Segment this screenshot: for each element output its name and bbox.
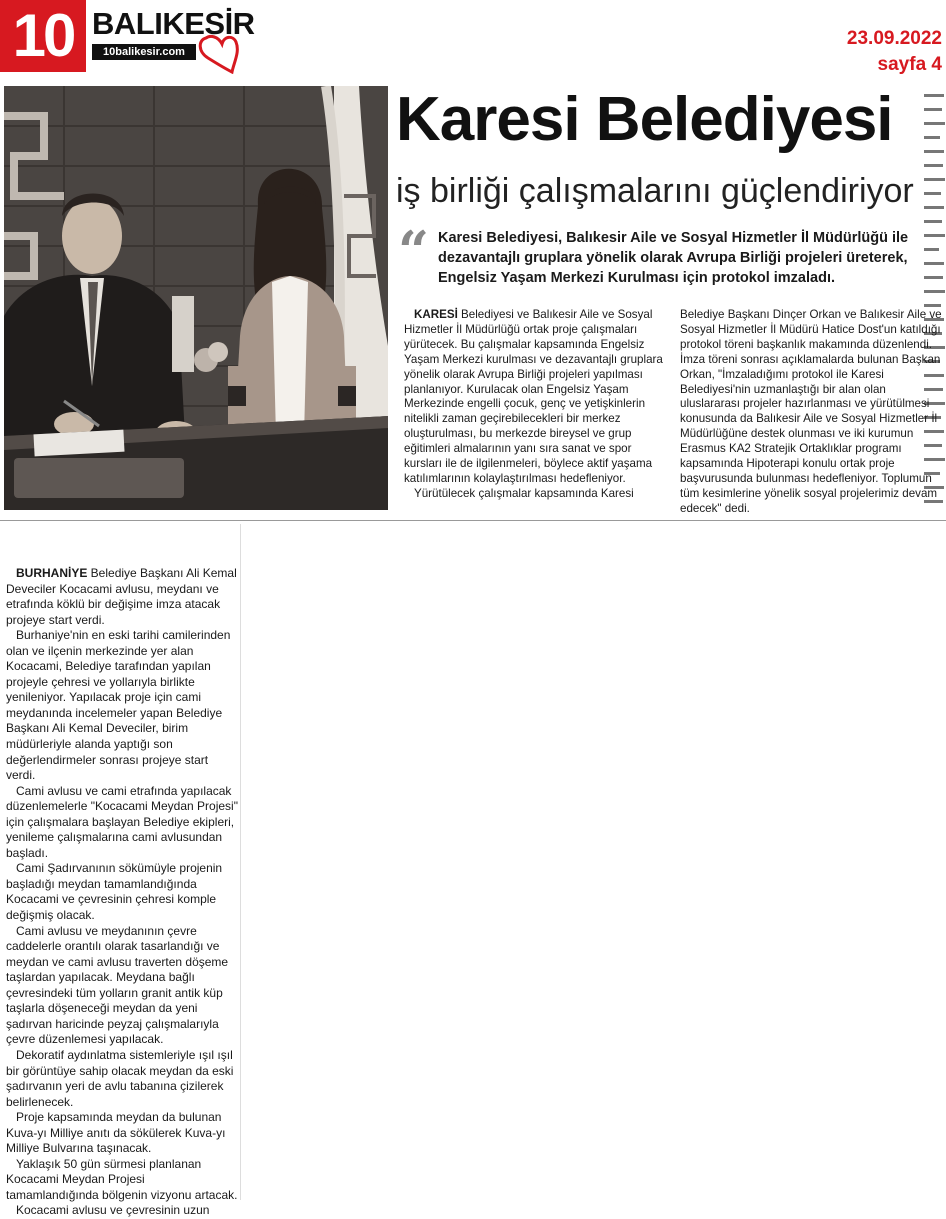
paragraph: Kocacami avlusu ve çevresinin uzun <box>16 1203 210 1218</box>
logo-city: BALIKESİR <box>92 6 255 41</box>
paragraph-text: Belediye Başkanı Ali Kemal Deveciler Kocacami avlusu, meydanı ve etrafında köklü bir değişime imza atacak projeye start verdi. <box>6 566 237 627</box>
article-photo <box>4 86 388 510</box>
logo-url: 10balikesir.com <box>92 44 196 60</box>
page-number: sayfa 4 <box>877 54 942 75</box>
paragraph: Proje kapsamında meydan da bulunan Kuva-yı Milliye anıtı da sökülerek Kuva-yı Milliye Bulvarına taşınacak. <box>6 1110 226 1156</box>
heart-icon <box>196 30 242 74</box>
paragraph <box>404 308 666 487</box>
paragraph: Yürütülecek çalışmalar kapsamında Karesi <box>414 486 634 500</box>
subheadline: iş birliği çalışmalarını güçlendiriyor <box>396 172 914 210</box>
article-column-1 <box>404 308 666 502</box>
dateline: BURHANİYE <box>16 566 88 580</box>
paragraph: Cami avlusu ve cami etrafında yapılacak düzenlemelerle "Kocacami Meydan Projesi" için çalışmalara başlayan Belediye ekipleri, yenileme çalışmalarına cami avlusundan başladı. <box>6 783 238 860</box>
lead-paragraph: Karesi Belediyesi, Balıkesir Aile ve Sosyal Hizmetler İl Müdürlüğü ile dezavantajlı gruplara yönelik olarak Avrupa Birliği projeleri üreterek, Engelsiz Yaşam Merkezi Kurulması için protokol imzaladı. <box>438 230 909 286</box>
paragraph: Burhaniye'nin en eski tarihi camilerinden olan ve ilçenin merkezinde yer alan Kocacami, Belediye tarafından yapılan projeyle çehresi ve yollarıyla birlikte yenileniyor. Yapılacak proje için cami meydanında incelemeler yapan Belediye Başkanı Ali Kemal Deveciler, birim müdürleriyle alanda yaptığı son değerlendirmeler sonrası projeye start verdi. <box>6 628 231 783</box>
paragraph: Dekoratif aydınlatma sistemleriyle ışıl ışıl bir görüntüye sahip olacak meydan da eski şadırvanın yeri de avlu tabanına çizilerek belirlenecek. <box>6 1047 234 1109</box>
paragraph: Cami Şadırvanının sökümüyle projenin başladığı meydan tamamlandığında Kocacami ve çevresinin çehresi komple değişmiş olacak. <box>6 861 223 923</box>
logo-number: 10 <box>0 0 86 72</box>
paragraph: Yaklaşık 50 gün sürmesi planlanan Kocacami Meydan Projesi tamamlandığında bölgenin vizyonu artacak. <box>6 1156 238 1202</box>
side-article-column <box>6 566 238 1219</box>
article-column-2 <box>680 308 942 517</box>
photo-illustration <box>4 86 388 510</box>
paragraph: Cami avlusu ve meydanının çevre caddelerle orantılı olarak tasarlandığı ve meydan ve cami avlusu traverten döşeme taşlardan yapılacak. Meydana bağlı çevresindeki tüm yolların granit antik küp taşlarla döşeneceği meydan da yeni şadırvan haricinde peyzaj çalışmalarıyla çevre düzenlemesi yapılacak. <box>6 923 229 1047</box>
quote-icon: “ <box>398 219 430 283</box>
paragraph-text: Belediyesi ve Balıkesir Aile ve Sosyal Hizmetler İl Müdürlüğü ortak proje çalışmaları yürütecek. Bu çalışmalar kapsamında Engelsiz Yaşam Merkezi kurulması ve dezavantajlı gruplara yönelik olarak Avrupa Birliği projeleri yapılması planlanıyor. Kurulacak olan Engelsiz Yaşam Merkezinde engelli çocuk, genç ve yetişkinlerin nitelikli zaman geçirebilecekleri bir merkez oluşturulması, bu merkezde bireysel ve grup eğitimleri almalarının yanı sıra sanat ve spor kursları ile de ilgilenmeleri, böylece aktif yaşama katılımlarının kolaylaştırılması hedefleniyor. <box>404 308 663 485</box>
paragraph <box>6 566 238 628</box>
dateline: KARESİ <box>414 308 458 321</box>
article-divider <box>0 520 946 521</box>
column-divider <box>240 524 241 1200</box>
headline: Karesi Belediyesi <box>396 85 893 154</box>
issue-date: 23.09.2022 <box>846 28 942 49</box>
paragraph: Belediye Başkanı Dinçer Orkan ve Balıkesir Aile ve Sosyal Hizmetler İl Müdürü Hatice Dost'un katıldığı protokol töreni başkanlık makamında düzenlendi. İmza töreni sonrası açıklamalarda bulunan Başkan Orkan, "İmzaladığımı protokol ile Karesi Belediyesi'nin uzmanlaştığı bir alan olan uluslararası projeler hazırlanması ve yürütülmesi konusunda da Balıkesir Aile ve Sosyal Hizmetler İl Müdürlüğüne destek olunması ve iki kurumun Erasmus KA2 Stratejik Ortaklıklar programı kapsamında Hipoterapi konulu ortak proje başvurusunda bulunması hedefleniyor. Toplumun tüm kesimlerine yönelik sosyal projelerimiz devam edecek" dedi. <box>680 308 942 515</box>
